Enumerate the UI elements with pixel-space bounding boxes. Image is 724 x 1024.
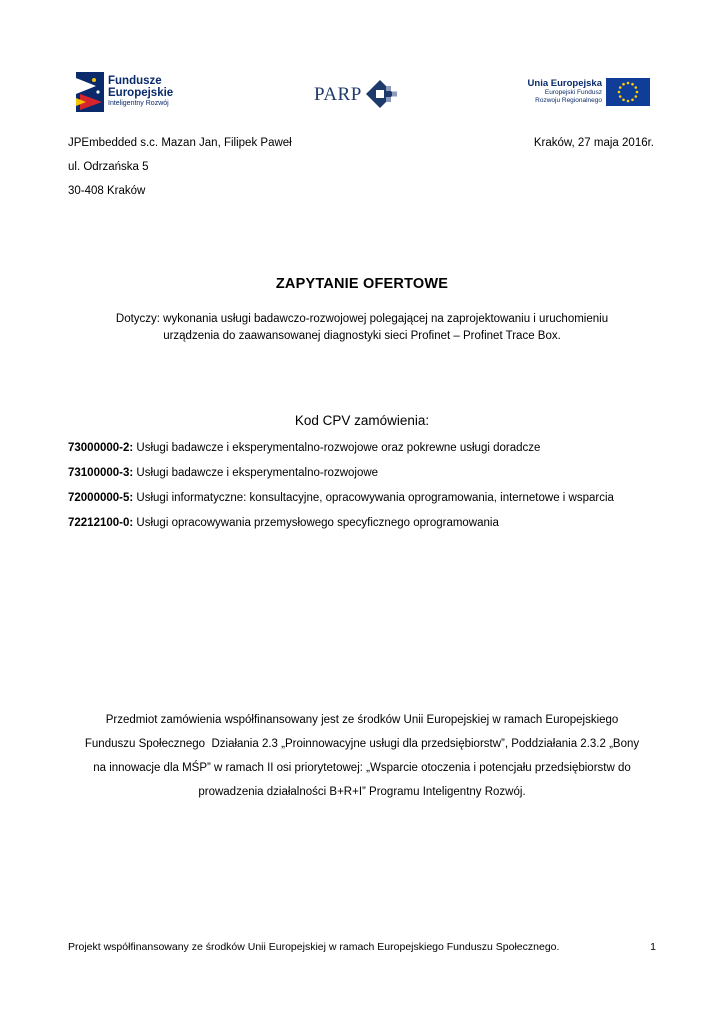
parp-arrow-mark-icon xyxy=(366,80,398,108)
cpv-item xyxy=(68,490,668,515)
document-title: ZAPYTANIE OFERTOWE xyxy=(275,276,449,292)
cofinance-line2: Funduszu Społecznego Działania 2.3 „Proinnowacyjne usługi dla przedsiębiorstw”, Poddziałania 2.3.2 „Bony xyxy=(84,738,640,750)
cpv-code: 73000000-2: xyxy=(68,442,134,454)
cpv-description: Usługi badawcze i eksperymentalno-rozwojowe xyxy=(133,467,379,479)
sender-name: JPEmbedded s.c. Mazan Jan, Filipek Paweł xyxy=(68,137,292,149)
cpv-description: Usługi opracowywania przemysłowego specyficznego oprogramowania xyxy=(133,517,499,529)
subject-line1: Dotyczy: wykonania usługi badawczo-rozwojowej polegającej na zaprojektowaniu i uruchomieniu xyxy=(115,313,609,325)
subject xyxy=(80,311,644,345)
cpv-heading: Kod CPV zamówienia: xyxy=(294,413,430,428)
cpv-item xyxy=(68,515,668,540)
sender-street: ul. Odrzańska 5 xyxy=(68,161,149,173)
logo-ue-line2: Europejski Fundusz xyxy=(544,89,602,96)
footer-note: Projekt współfinansowany ze środków Unii Europejskiej w ramach Europejskiego Funduszu Społecznego. xyxy=(68,941,560,953)
fundusze-europejskie-text xyxy=(108,75,173,109)
place-date: Kraków, 27 maja 2016r. xyxy=(533,137,654,149)
cpv-code: 72000000-5: xyxy=(68,492,134,504)
logo-fe-line3: Inteligentny Rozwój xyxy=(108,100,169,107)
unia-europejska-text xyxy=(520,78,602,104)
logo-ue-line1: Unia Europejska xyxy=(527,78,602,89)
eu-flag-icon xyxy=(606,78,650,106)
header-logos xyxy=(76,70,654,116)
logo-fe-line2: Europejskie xyxy=(108,87,174,99)
subject-line2: urządzenia do zaawansowanej diagnostyki sieci Profinet – Profinet Trace Box. xyxy=(163,330,561,342)
logo-ue-line3: Rozwoju Regionalnego xyxy=(535,96,602,104)
cofinancing-statement xyxy=(70,708,654,804)
parp-wordmark: PARP xyxy=(314,84,362,105)
cpv-item xyxy=(68,465,668,490)
cpv-code: 73100000-3: xyxy=(68,467,134,479)
cpv-item xyxy=(68,440,668,465)
page-number: 1 xyxy=(650,941,656,953)
cofinance-line3: na innowacje dla MŚP” w ramach II osi priorytetowej: „Wsparcie otoczenia i potencjału przedsiębiorstw do xyxy=(93,762,631,774)
cofinance-line4: prowadzenia działalności B+R+I” Programu Inteligentny Rozwój. xyxy=(198,786,526,798)
parp-logo xyxy=(314,80,404,110)
sender-city: 30-408 Kraków xyxy=(68,185,146,197)
fundusze-europejskie-emblem-icon xyxy=(76,72,104,112)
cpv-list xyxy=(68,440,668,540)
sender-address xyxy=(68,136,292,208)
cpv-code: 72212100-0: xyxy=(68,517,134,529)
fundusze-europejskie-logo xyxy=(76,70,196,114)
cofinance-line1: Przedmiot zamówienia współfinansowany jest ze środków Unii Europejskiej w ramach Europejskiego xyxy=(105,714,619,726)
unia-europejska-logo xyxy=(520,78,654,108)
cpv-description: Usługi informatyczne: konsultacyjne, opracowywania oprogramowania, internetowe i wsparcia xyxy=(133,492,614,504)
cpv-description: Usługi badawcze i eksperymentalno-rozwojowe oraz pokrewne usługi doradcze xyxy=(133,442,541,454)
logo-fe-line1: Fundusze xyxy=(108,75,162,87)
